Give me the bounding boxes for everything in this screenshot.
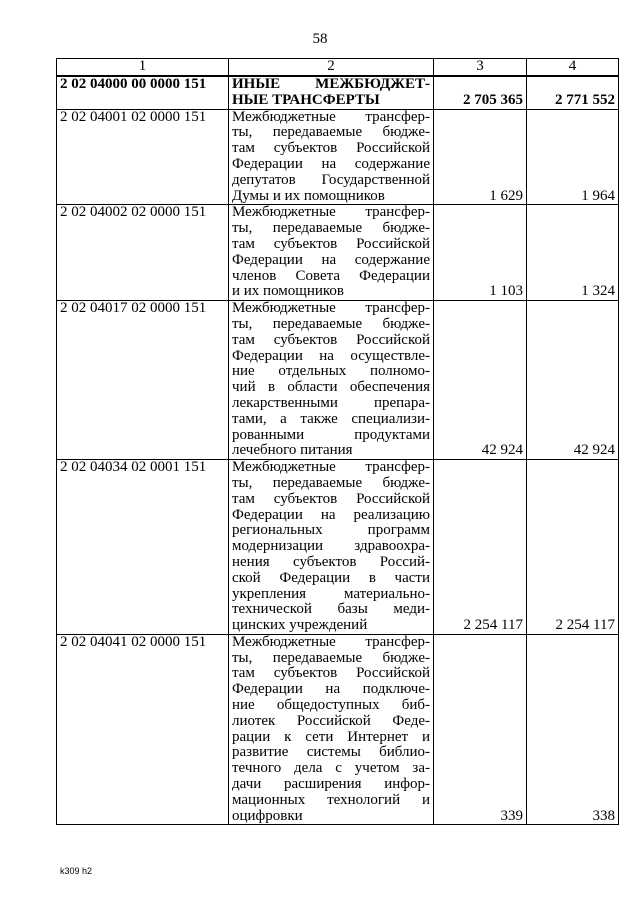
name-line: лечебного питания — [232, 442, 353, 459]
name-line: модернизации здравоохра- — [232, 538, 430, 555]
name-line: ты, передаваемые бюдже- — [232, 220, 430, 237]
page-number: 58 — [312, 31, 328, 47]
name-line: Межбюджетные трансфер- — [232, 204, 430, 221]
name-line: цинских учреждений — [232, 617, 368, 634]
name-line: там субъектов Российской — [232, 235, 430, 252]
name-line: технической базы меди- — [232, 601, 430, 618]
name-line: лекарственными препара- — [232, 394, 430, 411]
name-line: Межбюджетные трансфер- — [232, 300, 430, 317]
amount-col3-cell: 1 103 — [434, 205, 527, 301]
name-line: ты, передаваемые бюдже- — [232, 124, 430, 141]
budget-code-cell: 2 02 04001 02 0000 151 — [57, 109, 229, 205]
name-line: течного дела с учетом за- — [232, 760, 430, 777]
name-line: тами, а также специализи- — [232, 410, 430, 427]
amount-col3-cell: 42 924 — [434, 301, 527, 460]
name-line: ние общедоступных биб- — [232, 697, 430, 714]
name-line: развитие системы библио- — [232, 744, 430, 761]
amount-col4-cell: 2 254 117 — [527, 460, 619, 635]
budget-item-name-cell — [229, 205, 434, 301]
name-line: депутатов Государственной — [232, 171, 430, 188]
name-line: рованными продуктами — [232, 426, 430, 443]
name-line: нения субъектов Россий- — [232, 553, 430, 570]
column-header-1: 1 — [57, 59, 229, 77]
name-line: там субъектов Российской — [232, 331, 430, 348]
name-line: НЫЕ ТРАНСФЕРТЫ — [232, 91, 380, 108]
name-line: региональных программ — [232, 522, 430, 539]
name-line: ты, передаваемые бюдже- — [232, 474, 430, 491]
name-line: Думы и их помощников — [232, 187, 385, 204]
name-line: Федерации на содержание — [232, 155, 430, 172]
name-line: лиотек Российской Феде- — [232, 712, 430, 729]
name-line: Межбюджетные трансфер- — [232, 108, 430, 125]
table-row — [57, 301, 619, 460]
budget-item-name-cell — [229, 634, 434, 825]
name-line: там субъектов Российской — [232, 140, 430, 157]
amount-col4-cell: 338 — [527, 634, 619, 825]
name-line: дачи расширения инфор- — [232, 776, 430, 793]
name-line: чий в области обеспечения — [232, 379, 430, 396]
amount-col4-cell: 1 324 — [527, 205, 619, 301]
table-body — [57, 76, 619, 825]
budget-code-cell: 2 02 04041 02 0000 151 — [57, 634, 229, 825]
budget-item-name-cell — [229, 460, 434, 635]
budget-code-cell: 2 02 04002 02 0000 151 — [57, 205, 229, 301]
table-row — [57, 205, 619, 301]
table-row — [57, 76, 619, 109]
name-line: Федерации на содержание — [232, 251, 430, 268]
name-line: там субъектов Российской — [232, 665, 430, 682]
amount-col4-cell: 2 771 552 — [527, 76, 619, 109]
budget-item-name-cell — [229, 109, 434, 205]
name-line: Межбюджетные трансфер- — [232, 633, 430, 650]
amount-col3-cell: 2 254 117 — [434, 460, 527, 635]
amount-col3-cell: 1 629 — [434, 109, 527, 205]
amount-col3-cell: 339 — [434, 634, 527, 825]
name-line: мационных технологий и — [232, 791, 430, 808]
name-line: там субъектов Российской — [232, 490, 430, 507]
budget-table — [56, 58, 619, 825]
table-row — [57, 460, 619, 635]
budget-item-name-cell — [229, 76, 434, 109]
name-line: ИНЫЕ МЕЖБЮДЖЕТ- — [232, 76, 430, 92]
footer-code: k309 h2 — [60, 866, 93, 876]
column-header-2: 2 — [229, 59, 434, 77]
name-line: членов Совета Федерации — [232, 267, 430, 284]
name-line: Федерации на подключе- — [232, 681, 430, 698]
budget-code-cell: 2 02 04000 00 0000 151 — [57, 76, 229, 109]
name-line: Межбюджетные трансфер- — [232, 459, 430, 476]
name-line: ты, передаваемые бюдже- — [232, 649, 430, 666]
name-line: и их помощников — [232, 283, 345, 300]
budget-item-name-cell — [229, 301, 434, 460]
column-header-4: 4 — [527, 59, 619, 77]
amount-col3-cell: 2 705 365 — [434, 76, 527, 109]
budget-code-cell: 2 02 04017 02 0000 151 — [57, 301, 229, 460]
amount-col4-cell: 1 964 — [527, 109, 619, 205]
name-line: укрепления материально- — [232, 585, 430, 602]
name-line: ской Федерации в части — [232, 569, 430, 586]
name-line: Федерации на реализацию — [232, 506, 430, 523]
name-line: Федерации на осуществле- — [232, 347, 430, 364]
amount-col4-cell: 42 924 — [527, 301, 619, 460]
name-line: рации к сети Интернет и — [232, 728, 430, 745]
table-row — [57, 109, 619, 205]
budget-code-cell: 2 02 04034 02 0001 151 — [57, 460, 229, 635]
name-line: ты, передаваемые бюдже- — [232, 315, 430, 332]
name-line: ние отдельных полномо- — [232, 363, 430, 380]
column-header-3: 3 — [434, 59, 527, 77]
table-row — [57, 634, 619, 825]
column-number-row — [57, 59, 619, 77]
name-line: оцифровки — [232, 807, 303, 824]
